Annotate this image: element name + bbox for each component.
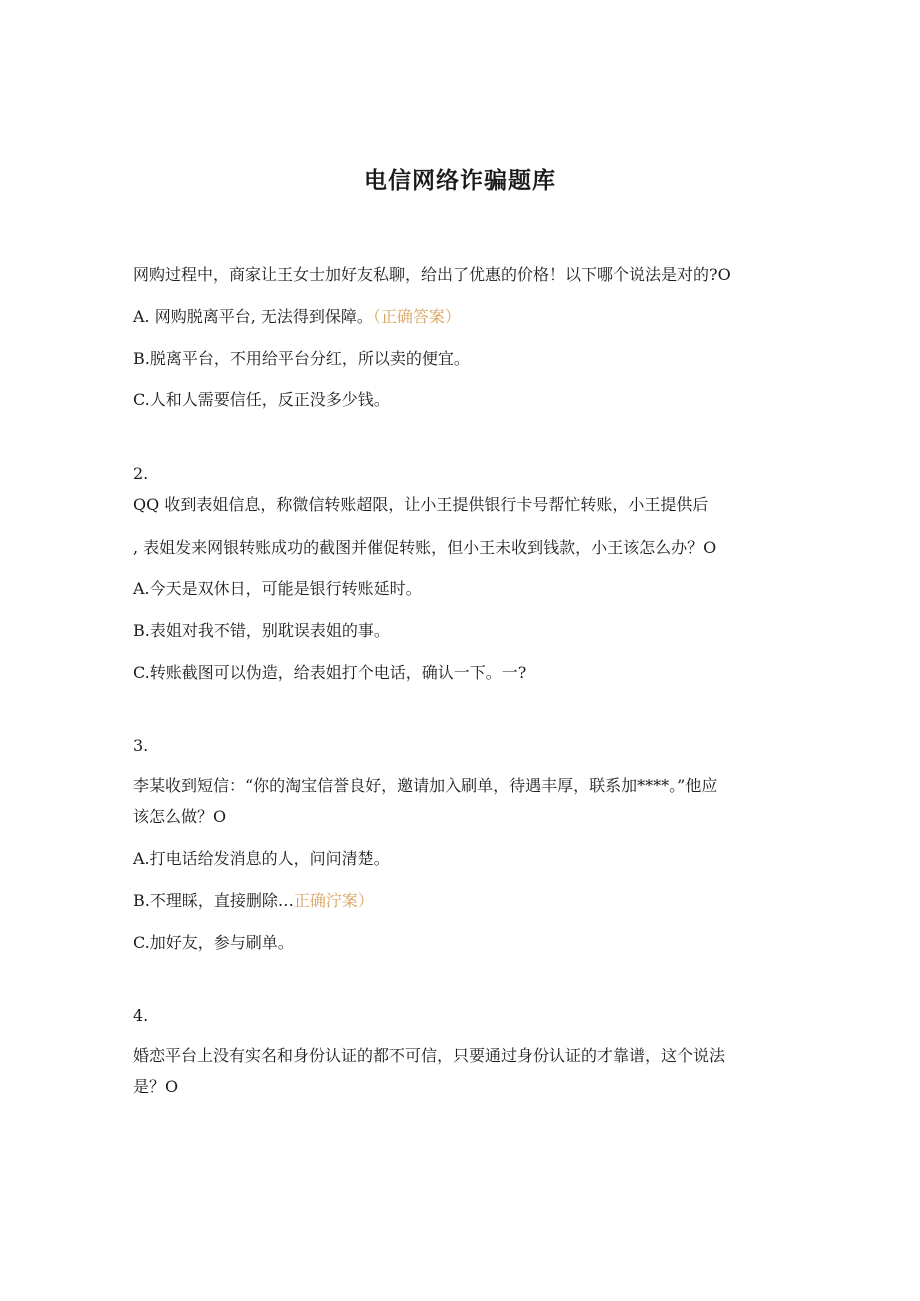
q2-number: 2. <box>133 464 149 483</box>
q2-option-a: A.今天是双休日，可能是银行转账延时。 <box>133 579 422 598</box>
q2-option-c: C.转账截图可以伪造，给表姐打个电话，确认一下。一? <box>133 663 527 682</box>
q3-option-c: C.加好友，参与刷单。 <box>133 933 294 952</box>
q1-option-c: C.人和人需要信任，反正没多少钱。 <box>133 390 390 409</box>
q1-option-a <box>133 307 461 327</box>
q3-option-b-text: B.不理睬，直接删除… <box>133 891 294 910</box>
q1-option-a-text: A. 网购脱离平台, 无法得到保障。 <box>133 307 373 326</box>
q1-question: 网购过程中，商家让王女士加好友私聊，给出了优惠的价格！以下哪个说法是对的?O <box>133 265 731 284</box>
q4-number: 4. <box>133 1006 149 1025</box>
page-title: 电信网络诈骗题库 <box>364 168 556 194</box>
q3-question-line-2: 该怎么做？O <box>133 807 227 826</box>
q2-question-line-1: QQ 收到表姐信息，称微信转账超限，让小王提供银行卡号帮忙转账，小王提供后 <box>133 495 709 514</box>
q3-option-b <box>133 891 374 911</box>
q4-question-line-2: 是？O <box>133 1077 179 1096</box>
q1-correct-answer-mark: （正确答案） <box>372 307 461 326</box>
q3-question-line-1: 李某收到短信：“你的淘宝信誉良好，邀请加入刷单，待遇丰厚，联系加****。”他应 <box>133 776 718 795</box>
q3-correct-answer-mark: 正确泞案） <box>293 891 374 910</box>
q3-option-a: A.打电话给发消息的人，问问清楚。 <box>133 849 390 868</box>
q4-question-line-1: 婚恋平台上没有实名和身份认证的都不可信，只要通过身份认证的才靠谱，这个说法 <box>133 1046 726 1065</box>
q1-option-b: B.脱离平台，不用给平台分红，所以卖的便宜。 <box>133 349 470 368</box>
q2-question-line-2: , 表姐发来网银转账成功的截图并催促转账，但小王未收到钱款，小王该怎么办？O <box>133 538 717 557</box>
q2-option-b: B.表姐对我不错，别耽误表姐的事。 <box>133 621 390 640</box>
q3-number: 3. <box>133 736 149 755</box>
